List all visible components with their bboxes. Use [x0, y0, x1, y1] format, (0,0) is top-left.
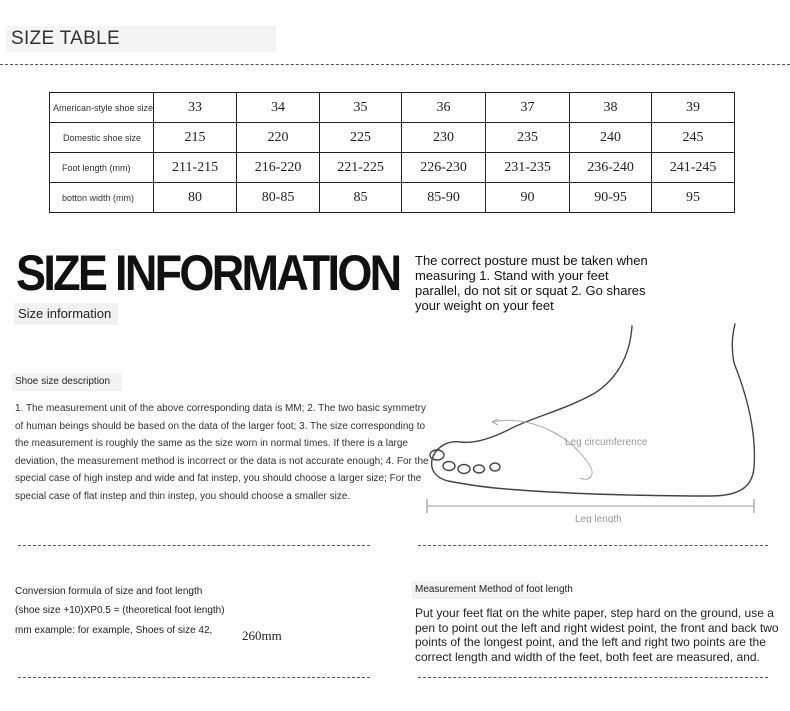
size-table: [49, 92, 735, 213]
divider: [0, 64, 790, 65]
table-cell: 235: [486, 123, 570, 153]
divider: [18, 545, 370, 546]
table-cell: 90-95: [570, 183, 652, 213]
row-label: American-style shoe size: [50, 93, 154, 123]
description-heading: Shoe size description: [15, 376, 111, 387]
table-cell: 231-235: [486, 153, 570, 183]
row-label: Foot length (mm): [50, 153, 154, 183]
leg-circumference-label: Leg circumference: [565, 437, 648, 448]
page-title: SIZE TABLE: [11, 28, 120, 49]
leg-circumference-marker: [492, 419, 592, 479]
table-row: [50, 123, 735, 153]
posture-note: The correct posture must be taken when measuring 1. Stand with your feet parallel, do not sit or squat 2. Go shares your weight on your feet: [415, 253, 648, 313]
table-cell: 80-85: [237, 183, 320, 213]
table-cell: 38: [570, 93, 652, 123]
table-cell: 236-240: [570, 153, 652, 183]
table-cell: 39: [652, 93, 735, 123]
section-heading: SIZE INFORMATION: [16, 245, 400, 301]
table-cell: 85-90: [402, 183, 486, 213]
measurement-text: Put your feet flat on the white paper, step hard on the ground, use a pen to point out the left and right widest point, the front and back two points of the longest point, and the left and right two points are the correct length and width of the feet, both feet are measured, and.: [415, 606, 779, 664]
divider: [18, 677, 370, 678]
table-cell: 37: [486, 93, 570, 123]
table-row: [50, 93, 735, 123]
conversion-example: mm example: for example, Shoes of size 42,: [15, 625, 213, 636]
table-cell: 35: [320, 93, 402, 123]
leg-length-marker: [427, 499, 754, 513]
table-cell: 226-230: [402, 153, 486, 183]
row-label: Domestic shoe size: [50, 123, 154, 153]
table-cell: 241-245: [652, 153, 735, 183]
table-cell: 80: [154, 183, 237, 213]
table-cell: 34: [237, 93, 320, 123]
foot-diagram: [420, 318, 770, 523]
table-cell: 230: [402, 123, 486, 153]
table-cell: 36: [402, 93, 486, 123]
table-cell: 221-225: [320, 153, 402, 183]
divider: [418, 545, 768, 546]
table-cell: 225: [320, 123, 402, 153]
divider: [418, 677, 768, 678]
table-cell: 85: [320, 183, 402, 213]
table-cell: 33: [154, 93, 237, 123]
row-label: botton width (mm): [50, 183, 154, 213]
table-row: [50, 183, 735, 213]
conversion-formula: (shoe size +10)XP0.5 = (theoretical foot length): [15, 605, 225, 616]
table-cell: 95: [652, 183, 735, 213]
table-cell: 220: [237, 123, 320, 153]
table-row: [50, 153, 735, 183]
table-cell: 215: [154, 123, 237, 153]
table-cell: 216-220: [237, 153, 320, 183]
table-cell: 90: [486, 183, 570, 213]
table-cell: 240: [570, 123, 652, 153]
table-cell: 245: [652, 123, 735, 153]
table-cell: 211-215: [154, 153, 237, 183]
leg-length-label: Leg length: [575, 514, 622, 523]
section-subheading: Size information: [18, 306, 112, 321]
conversion-value: 260mm: [242, 628, 282, 643]
conversion-heading: Conversion formula of size and foot length: [15, 586, 203, 597]
measurement-heading: Measurement Method of foot length: [415, 584, 573, 595]
description-text: 1. The measurement unit of the above corresponding data is MM; 2. The two basic symmetry of human beings should be based on the data of the larger foot; 3. The size corresponding to the measurement is roughly the same as the size worn in normal times. If there is a large deviation, the measurement method is incorrect or the data is not accurate enough; 4. For the special case of high instep and wide and fat instep, you should choose a larger size; For the special case of flat instep and thin instep, you should choose a smaller size.: [15, 403, 429, 502]
